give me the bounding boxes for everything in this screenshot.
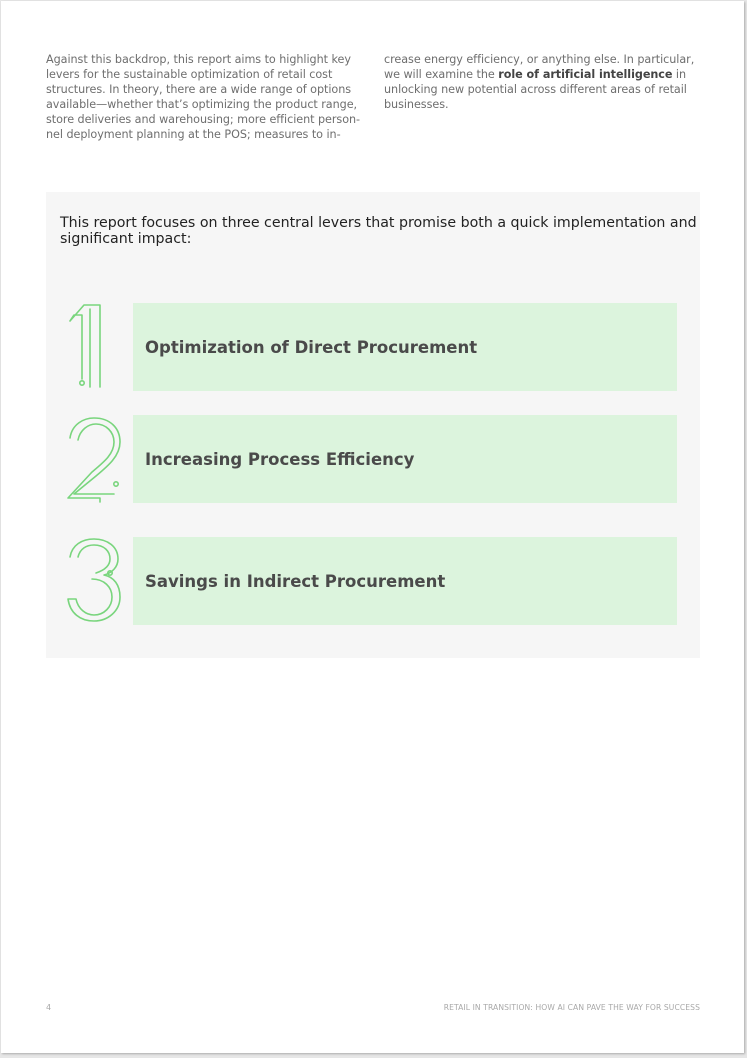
emphasis-ai-role: role of artificial intelligence [498,68,673,81]
central-levers-intro-line: This report focuses on three central levers that promise both a quick implementation and [60,215,697,231]
intro-text-right-column [384,52,696,112]
intro-right-line [384,67,696,82]
intro-left-line: store deliveries and warehousing; more efficient person- [46,113,361,126]
lever-title: Savings in Indirect Procurement [145,571,446,591]
intro-right-line-text: we will examine the [384,68,499,81]
numeral-1-icon [66,303,126,395]
intro-left-line: available—whether that’s optimizing the product range, [46,98,358,111]
intro-left-line: Against this backdrop, this report aims to highlight key [46,53,351,66]
lever-title: Increasing Process Efficiency [145,449,415,469]
running-footer-title: RETAIL IN TRANSITION: HOW AI CAN PAVE THE WAY FOR SUCCESS [443,1003,700,1012]
lever-card-direct-procurement [133,303,677,391]
numeral-3-icon [66,537,126,629]
intro-right-line: businesses. [384,98,449,111]
central-levers-intro-line: significant impact: [60,231,192,247]
central-levers-intro [60,215,697,247]
intro-left-line: structures. In theory, there are a wide range of options [46,83,352,96]
lever-card-indirect-procurement [133,537,677,625]
intro-right-line: crease energy efficiency, or anything else. In particular, [384,53,695,66]
lever-number-3-graphic [66,537,126,629]
intro-left-line: levers for the sustainable optimization of retail cost [46,68,333,81]
intro-right-line-text: in [672,68,686,81]
lever-card-process-efficiency [133,415,677,503]
lever-title: Optimization of Direct Procurement [145,337,478,357]
intro-right-line: unlocking new potential across different areas of retail [384,83,687,96]
central-levers-box [46,192,700,658]
page-number: 4 [46,1003,52,1012]
intro-left-line: nel deployment planning at the POS; measures to in- [46,128,341,141]
lever-number-2-graphic [66,416,126,508]
numeral-2-icon [66,416,126,508]
intro-text-left-column [46,52,364,142]
lever-number-1-graphic [66,303,126,395]
document-page [1,1,744,1053]
